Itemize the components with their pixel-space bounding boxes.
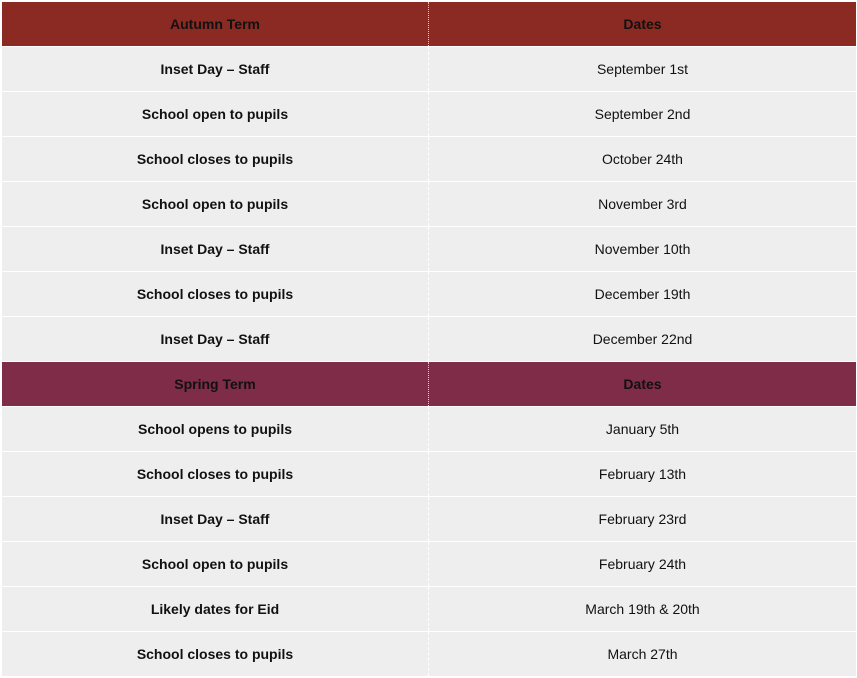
event-date: October 24th bbox=[602, 151, 683, 167]
event-name: School closes to pupils bbox=[2, 137, 429, 181]
event-date: February 13th bbox=[598, 466, 687, 482]
spring-term-heading: Spring Term bbox=[2, 362, 429, 406]
event-date: December 22nd bbox=[592, 331, 693, 347]
event-date: February 23rd bbox=[598, 511, 687, 527]
event-date: December 19th bbox=[594, 286, 691, 302]
event-name: Inset Day – Staff bbox=[2, 317, 429, 361]
event-date: January 5th bbox=[605, 421, 680, 437]
event-date: March 27th bbox=[607, 646, 678, 662]
autumn-term-header-row bbox=[2, 2, 856, 47]
spring-term-header-row bbox=[2, 362, 856, 407]
table-row bbox=[2, 497, 856, 542]
autumn-dates-heading: Dates bbox=[623, 16, 662, 32]
event-name: Inset Day – Staff bbox=[2, 47, 429, 91]
spring-dates-heading: Dates bbox=[623, 376, 662, 392]
term-dates-table bbox=[2, 2, 856, 677]
event-date: September 1st bbox=[596, 61, 689, 77]
event-name: School closes to pupils bbox=[2, 452, 429, 496]
event-name: School opens to pupils bbox=[2, 407, 429, 451]
event-name: School open to pupils bbox=[2, 542, 429, 586]
event-name: Inset Day – Staff bbox=[2, 497, 429, 541]
event-date: March 19th & 20th bbox=[585, 601, 700, 617]
table-row bbox=[2, 452, 856, 497]
event-name: School closes to pupils bbox=[2, 272, 429, 316]
table-row bbox=[2, 47, 856, 92]
event-name: Likely dates for Eid bbox=[2, 587, 429, 631]
event-name: School closes to pupils bbox=[2, 632, 429, 676]
table-row bbox=[2, 272, 856, 317]
table-row bbox=[2, 317, 856, 362]
table-row bbox=[2, 587, 856, 632]
table-row bbox=[2, 407, 856, 452]
event-date: September 2nd bbox=[594, 106, 691, 122]
event-name: School open to pupils bbox=[2, 182, 429, 226]
event-date: February 24th bbox=[598, 556, 687, 572]
event-date: November 3rd bbox=[598, 196, 687, 212]
event-date: November 10th bbox=[594, 241, 691, 257]
table-row bbox=[2, 542, 856, 587]
table-row bbox=[2, 182, 856, 227]
table-row bbox=[2, 137, 856, 182]
event-name: Inset Day – Staff bbox=[2, 227, 429, 271]
table-row bbox=[2, 92, 856, 137]
table-row bbox=[2, 227, 856, 272]
autumn-term-heading: Autumn Term bbox=[2, 2, 429, 46]
event-name: School open to pupils bbox=[2, 92, 429, 136]
table-row bbox=[2, 632, 856, 677]
